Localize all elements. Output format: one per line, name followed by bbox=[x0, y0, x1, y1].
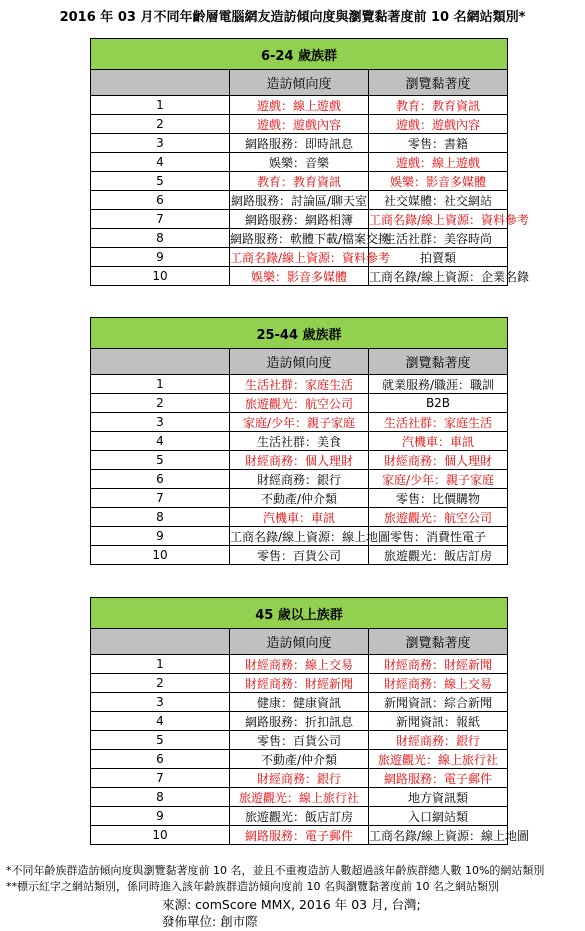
stickiness-cell: 生活社群：家庭生活 bbox=[369, 413, 508, 432]
stickiness-cell: 工商名錄/線上資源：線上地圖 bbox=[369, 826, 508, 845]
column-header-rank bbox=[91, 70, 230, 96]
table-row bbox=[91, 375, 508, 394]
rank-cell: 9 bbox=[91, 807, 230, 826]
rank-cell: 1 bbox=[91, 655, 230, 674]
group-header: 45 歲以上族群 bbox=[91, 598, 508, 629]
table-row bbox=[91, 153, 508, 172]
stickiness-cell: 旅遊觀光：線上旅行社 bbox=[369, 750, 508, 769]
table-row bbox=[91, 693, 508, 712]
visit-cell: 旅遊觀光：航空公司 bbox=[230, 394, 369, 413]
rank-cell: 7 bbox=[91, 769, 230, 788]
stickiness-cell: 財經商務：財經新聞 bbox=[369, 655, 508, 674]
rank-cell: 1 bbox=[91, 96, 230, 115]
rank-cell: 5 bbox=[91, 731, 230, 750]
table-row bbox=[91, 826, 508, 845]
stickiness-cell: 就業服務/職涯：職訓 bbox=[369, 375, 508, 394]
table-row bbox=[91, 172, 508, 191]
source-note: 來源: comScore MMX, 2016 年 03 月, 台灣; bbox=[162, 897, 421, 912]
rank-cell: 4 bbox=[91, 712, 230, 731]
rank-cell: 9 bbox=[91, 527, 230, 546]
footnote-2: **標示紅字之網站類別，係同時進入該年齡族群造訪傾向度前 10 名與瀏覽黏著度前 10 名之網站類別 bbox=[6, 880, 499, 893]
table-row bbox=[91, 134, 508, 153]
visit-cell: 遊戲：線上遊戲 bbox=[230, 96, 369, 115]
rank-cell: 2 bbox=[91, 115, 230, 134]
table-row bbox=[91, 769, 508, 788]
visit-cell: 不動產/仲介類 bbox=[230, 750, 369, 769]
rank-cell: 8 bbox=[91, 788, 230, 807]
stickiness-cell: 網路服務：電子郵件 bbox=[369, 769, 508, 788]
visit-cell: 旅遊觀光：飯店訂房 bbox=[230, 807, 369, 826]
rank-cell: 10 bbox=[91, 826, 230, 845]
rank-cell: 10 bbox=[91, 267, 230, 286]
rank-cell: 5 bbox=[91, 451, 230, 470]
rank-cell: 3 bbox=[91, 134, 230, 153]
table-25-44 bbox=[90, 317, 508, 565]
table-row bbox=[91, 712, 508, 731]
stickiness-cell: 旅遊觀光：航空公司 bbox=[369, 508, 508, 527]
table-row bbox=[91, 115, 508, 134]
visit-cell: 娛樂：影音多媒體 bbox=[230, 267, 369, 286]
table-row bbox=[91, 248, 508, 267]
table-row bbox=[91, 432, 508, 451]
stickiness-cell: 拍賣類 bbox=[369, 248, 508, 267]
visit-cell: 網路服務：討論區/聊天室 bbox=[230, 191, 369, 210]
column-header-visit: 造訪傾向度 bbox=[230, 70, 369, 96]
table-row bbox=[91, 191, 508, 210]
visit-cell: 生活社群：美食 bbox=[230, 432, 369, 451]
stickiness-cell: 娛樂：影音多媒體 bbox=[369, 172, 508, 191]
table-row bbox=[91, 413, 508, 432]
rank-cell: 2 bbox=[91, 674, 230, 693]
visit-cell: 工商名錄/線上資源：線上地圖 bbox=[230, 527, 369, 546]
column-header-visit: 造訪傾向度 bbox=[230, 349, 369, 375]
column-header-stickiness: 瀏覽黏著度 bbox=[369, 70, 508, 96]
visit-cell: 網路服務：即時訊息 bbox=[230, 134, 369, 153]
column-header-rank bbox=[91, 349, 230, 375]
visit-cell: 不動產/仲介類 bbox=[230, 489, 369, 508]
visit-cell: 網路服務：網路相簿 bbox=[230, 210, 369, 229]
table-row bbox=[91, 96, 508, 115]
table-row bbox=[91, 229, 508, 248]
rank-cell: 8 bbox=[91, 508, 230, 527]
stickiness-cell: 零售：消費性電子 bbox=[369, 527, 508, 546]
stickiness-cell: 零售：書籍 bbox=[369, 134, 508, 153]
table-row bbox=[91, 508, 508, 527]
stickiness-cell: 生活社群：美容時尚 bbox=[369, 229, 508, 248]
rank-cell: 6 bbox=[91, 470, 230, 489]
visit-cell: 旅遊觀光：線上旅行社 bbox=[230, 788, 369, 807]
table-row bbox=[91, 655, 508, 674]
table-row bbox=[91, 394, 508, 413]
stickiness-cell: 汽機車：車訊 bbox=[369, 432, 508, 451]
visit-cell: 零售：百貨公司 bbox=[230, 546, 369, 565]
stickiness-cell: 社交媒體：社交網站 bbox=[369, 191, 508, 210]
visit-cell: 生活社群：家庭生活 bbox=[230, 375, 369, 394]
table-row bbox=[91, 674, 508, 693]
stickiness-cell: 旅遊觀光：飯店訂房 bbox=[369, 546, 508, 565]
visit-cell: 財經商務：銀行 bbox=[230, 769, 369, 788]
rank-cell: 7 bbox=[91, 210, 230, 229]
group-header: 25-44 歲族群 bbox=[91, 318, 508, 349]
table-row bbox=[91, 527, 508, 546]
stickiness-cell: 教育：教育資訊 bbox=[369, 96, 508, 115]
rank-cell: 7 bbox=[91, 489, 230, 508]
visit-cell: 網路服務：折扣訊息 bbox=[230, 712, 369, 731]
stickiness-cell: 財經商務：個人理財 bbox=[369, 451, 508, 470]
visit-cell: 教育：教育資訊 bbox=[230, 172, 369, 191]
table-row bbox=[91, 267, 508, 286]
column-header-stickiness: 瀏覽黏著度 bbox=[369, 629, 508, 655]
stickiness-cell: 財經商務：銀行 bbox=[369, 731, 508, 750]
visit-cell: 財經商務：財經新聞 bbox=[230, 674, 369, 693]
table-6-24 bbox=[90, 38, 530, 286]
visit-cell: 健康：健康資訊 bbox=[230, 693, 369, 712]
rank-cell: 1 bbox=[91, 375, 230, 394]
column-header-stickiness: 瀏覽黏著度 bbox=[369, 349, 508, 375]
table-row bbox=[91, 451, 508, 470]
rank-cell: 8 bbox=[91, 229, 230, 248]
rank-cell: 5 bbox=[91, 172, 230, 191]
visit-cell: 零售：百貨公司 bbox=[230, 731, 369, 750]
table-45-plus bbox=[90, 597, 530, 845]
visit-cell: 遊戲：遊戲內容 bbox=[230, 115, 369, 134]
visit-cell: 財經商務：個人理財 bbox=[230, 451, 369, 470]
table-row bbox=[91, 210, 508, 229]
stickiness-cell: 地方資訊類 bbox=[369, 788, 508, 807]
page-title: 2016 年 03 月不同年齡層電腦網友造訪傾向度與瀏覽黏著度前 10 名網站類別* bbox=[59, 10, 526, 25]
visit-cell: 家庭/少年：親子家庭 bbox=[230, 413, 369, 432]
stickiness-cell: 遊戲：線上遊戲 bbox=[369, 153, 508, 172]
footnote-1: *不同年齡族群造訪傾向度與瀏覽黏著度前 10 名，並且不重複造訪人數超過該年齡族群總人數 10%的網站類別 bbox=[6, 864, 545, 877]
visit-cell: 娛樂：音樂 bbox=[230, 153, 369, 172]
rank-cell: 4 bbox=[91, 153, 230, 172]
visit-cell: 網路服務：電子郵件 bbox=[230, 826, 369, 845]
visit-cell: 財經商務：銀行 bbox=[230, 470, 369, 489]
visit-cell: 工商名錄/線上資源：資料參考 bbox=[230, 248, 369, 267]
stickiness-cell: B2B bbox=[369, 394, 508, 413]
stickiness-cell: 零售：比價購物 bbox=[369, 489, 508, 508]
stickiness-cell: 入口網站類 bbox=[369, 807, 508, 826]
visit-cell: 網路服務：軟體下載/檔案交換 bbox=[230, 229, 369, 248]
table-row bbox=[91, 788, 508, 807]
rank-cell: 9 bbox=[91, 248, 230, 267]
stickiness-cell: 家庭/少年：親子家庭 bbox=[369, 470, 508, 489]
column-header-rank bbox=[91, 629, 230, 655]
table-row bbox=[91, 750, 508, 769]
visit-cell: 財經商務：線上交易 bbox=[230, 655, 369, 674]
stickiness-cell: 工商名錄/線上資源：企業名錄 bbox=[369, 267, 508, 286]
column-header-visit: 造訪傾向度 bbox=[230, 629, 369, 655]
publisher-note: 發佈單位: 創市際 bbox=[162, 914, 258, 929]
table-row bbox=[91, 470, 508, 489]
stickiness-cell: 新聞資訊：綜合新聞 bbox=[369, 693, 508, 712]
table-row bbox=[91, 546, 508, 565]
table-row bbox=[91, 731, 508, 750]
table-row bbox=[91, 489, 508, 508]
rank-cell: 3 bbox=[91, 413, 230, 432]
stickiness-cell: 新聞資訊：報紙 bbox=[369, 712, 508, 731]
rank-cell: 3 bbox=[91, 693, 230, 712]
rank-cell: 2 bbox=[91, 394, 230, 413]
stickiness-cell: 財經商務：線上交易 bbox=[369, 674, 508, 693]
rank-cell: 4 bbox=[91, 432, 230, 451]
stickiness-cell: 遊戲：遊戲內容 bbox=[369, 115, 508, 134]
group-header: 6-24 歲族群 bbox=[91, 39, 508, 70]
visit-cell: 汽機車：車訊 bbox=[230, 508, 369, 527]
rank-cell: 10 bbox=[91, 546, 230, 565]
rank-cell: 6 bbox=[91, 750, 230, 769]
stickiness-cell: 工商名錄/線上資源：資料參考 bbox=[369, 210, 508, 229]
table-row bbox=[91, 807, 508, 826]
rank-cell: 6 bbox=[91, 191, 230, 210]
